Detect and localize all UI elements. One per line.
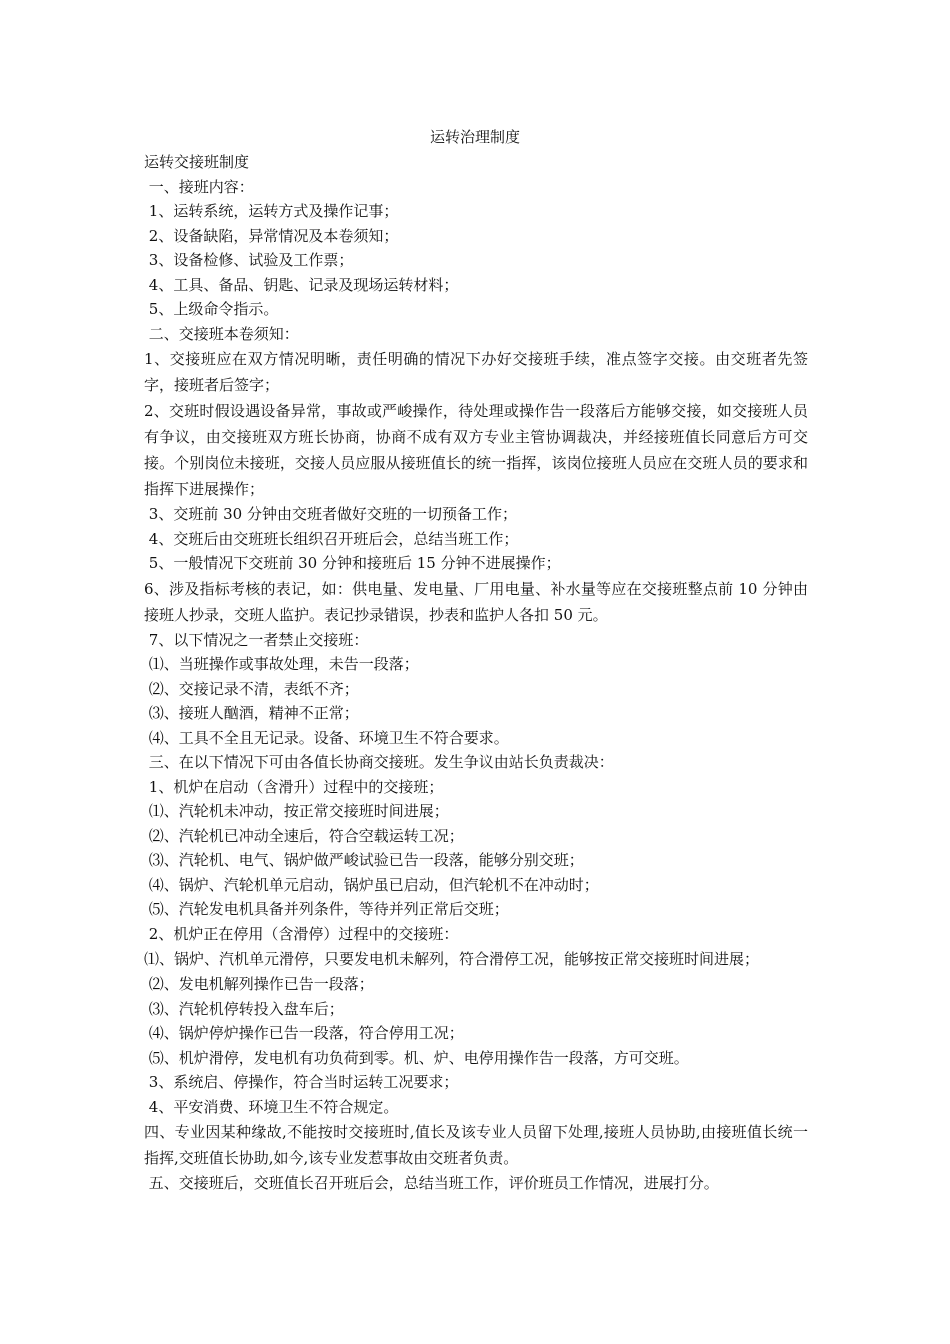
paragraph: ⑵、发电机解列操作已告一段落；	[144, 975, 374, 993]
document-body	[144, 150, 808, 1196]
paragraph: 三、在以下情况下可由各值长协商交接班。发生争议由站长负责裁决：	[144, 753, 614, 771]
paragraph: 5、上级命令指示。	[144, 300, 279, 318]
paragraph: 3、系统启、停操作，符合当时运转工况要求；	[144, 1073, 459, 1091]
paragraph: 6、涉及指标考核的表记，如：供电量、发电量、厂用电量、补水量等应在交接班整点前 10 分钟由接班人抄录，交班人监护。表记抄录错误，抄表和监护人各扣 50 元。	[144, 579, 808, 624]
paragraph: 1、机炉在启动（含滑升）过程中的交接班；	[144, 777, 444, 796]
paragraph: 4、交班后由交班班长组织召开班后会，总结当班工作；	[144, 529, 519, 548]
document-title: 运转治理制度	[429, 128, 520, 146]
paragraph: ⑷、工具不全且无记录。设备、环境卫生不符合要求。	[144, 728, 509, 747]
paragraph: ⑸、机炉滑停，发电机有功负荷到零。机、炉、电停用操作告一段落，方可交班。	[144, 1048, 689, 1067]
paragraph: ⑸、汽轮发电机具备并列条件，等待并列正常后交班；	[144, 900, 509, 918]
paragraph: 1、交接班应在双方情况明晰，责任明确的情况下办好交接班手续，准点签字交接。由交班者先签字，接班者后签字；	[144, 350, 808, 394]
paragraph: 一、接班内容：	[144, 177, 254, 196]
paragraph: 7、以下情况之一者禁止交接班：	[144, 630, 369, 649]
paragraph: ⑵、汽轮机已冲动全速后，符合空载运转工况；	[144, 826, 464, 845]
paragraph: 二、交接班本卷须知：	[144, 324, 299, 343]
paragraph: 四、专业因某种缘故,不能按时交接班时,值长及该专业人员留下处理,接班人员协助,由接班值长统一指挥,交班值长协助,如今,该专业发惹事故由交班者负责。	[144, 1123, 808, 1167]
paragraph: 4、平安消费、环境卫生不符合规定。	[144, 1097, 399, 1116]
paragraph: 2、设备缺陷，异常情况及本卷须知；	[144, 226, 399, 245]
paragraph: 5、一般情况下交班前 30 分钟和接班后 15 分钟不进展操作；	[144, 554, 561, 572]
paragraph: ⑶、汽轮机、电气、锅炉做严峻试验已告一段落，能够分别交班；	[144, 851, 584, 869]
paragraph: ⑷、锅炉、汽轮机单元启动，锅炉虽已启动，但汽轮机不在冲动时；	[144, 875, 599, 894]
paragraph: 2、交班时假设遇设备异常，事故或严峻操作，待处理或操作告一段落后方能够交接，如交接班人员有争议，由交接班双方班长协商，协商不成有双方专业主管协调裁决，并经接班值长同意后方可交接。个别岗位未接班，交接人员应服从接班值长的统一指挥，该岗位接班人员应在交班人员的要求和指挥下进展操作；	[144, 402, 808, 498]
paragraph: 五、交接班后，交班值长召开班后会，总结当班工作，评价班员工作情况，进展打分。	[144, 1174, 719, 1192]
paragraph: ⑴、锅炉、汽机单元滑停，只要发电机未解列，符合滑停工况，能够按正常交接班时间进展；	[144, 950, 760, 968]
section-heading: 运转交接班制度	[144, 153, 250, 171]
paragraph: ⑷、锅炉停炉操作已告一段落，符合停用工况；	[144, 1024, 464, 1042]
paragraph: ⑵、交接记录不清，表纸不齐；	[144, 679, 359, 698]
paragraph: 3、设备检修、试验及工作票；	[144, 251, 354, 269]
paragraph: ⑶、接班人酗酒，精神不正常；	[144, 704, 359, 722]
paragraph: ⑴、汽轮机未冲动，按正常交接班时间进展；	[144, 802, 449, 820]
paragraph: 2、机炉正在停用（含滑停）过程中的交接班：	[144, 924, 459, 943]
paragraph: ⑴、当班操作或事故处理，未告一段落；	[144, 655, 419, 673]
paragraph: ⑶、汽轮机停转投入盘车后；	[144, 999, 344, 1018]
paragraph: 1、运转系统，运转方式及操作记事；	[144, 202, 399, 220]
paragraph: 4、工具、备品、钥匙、记录及现场运转材料；	[144, 275, 459, 294]
paragraph: 3、交班前 30 分钟由交班者做好交班的一切预备工作；	[144, 505, 517, 523]
